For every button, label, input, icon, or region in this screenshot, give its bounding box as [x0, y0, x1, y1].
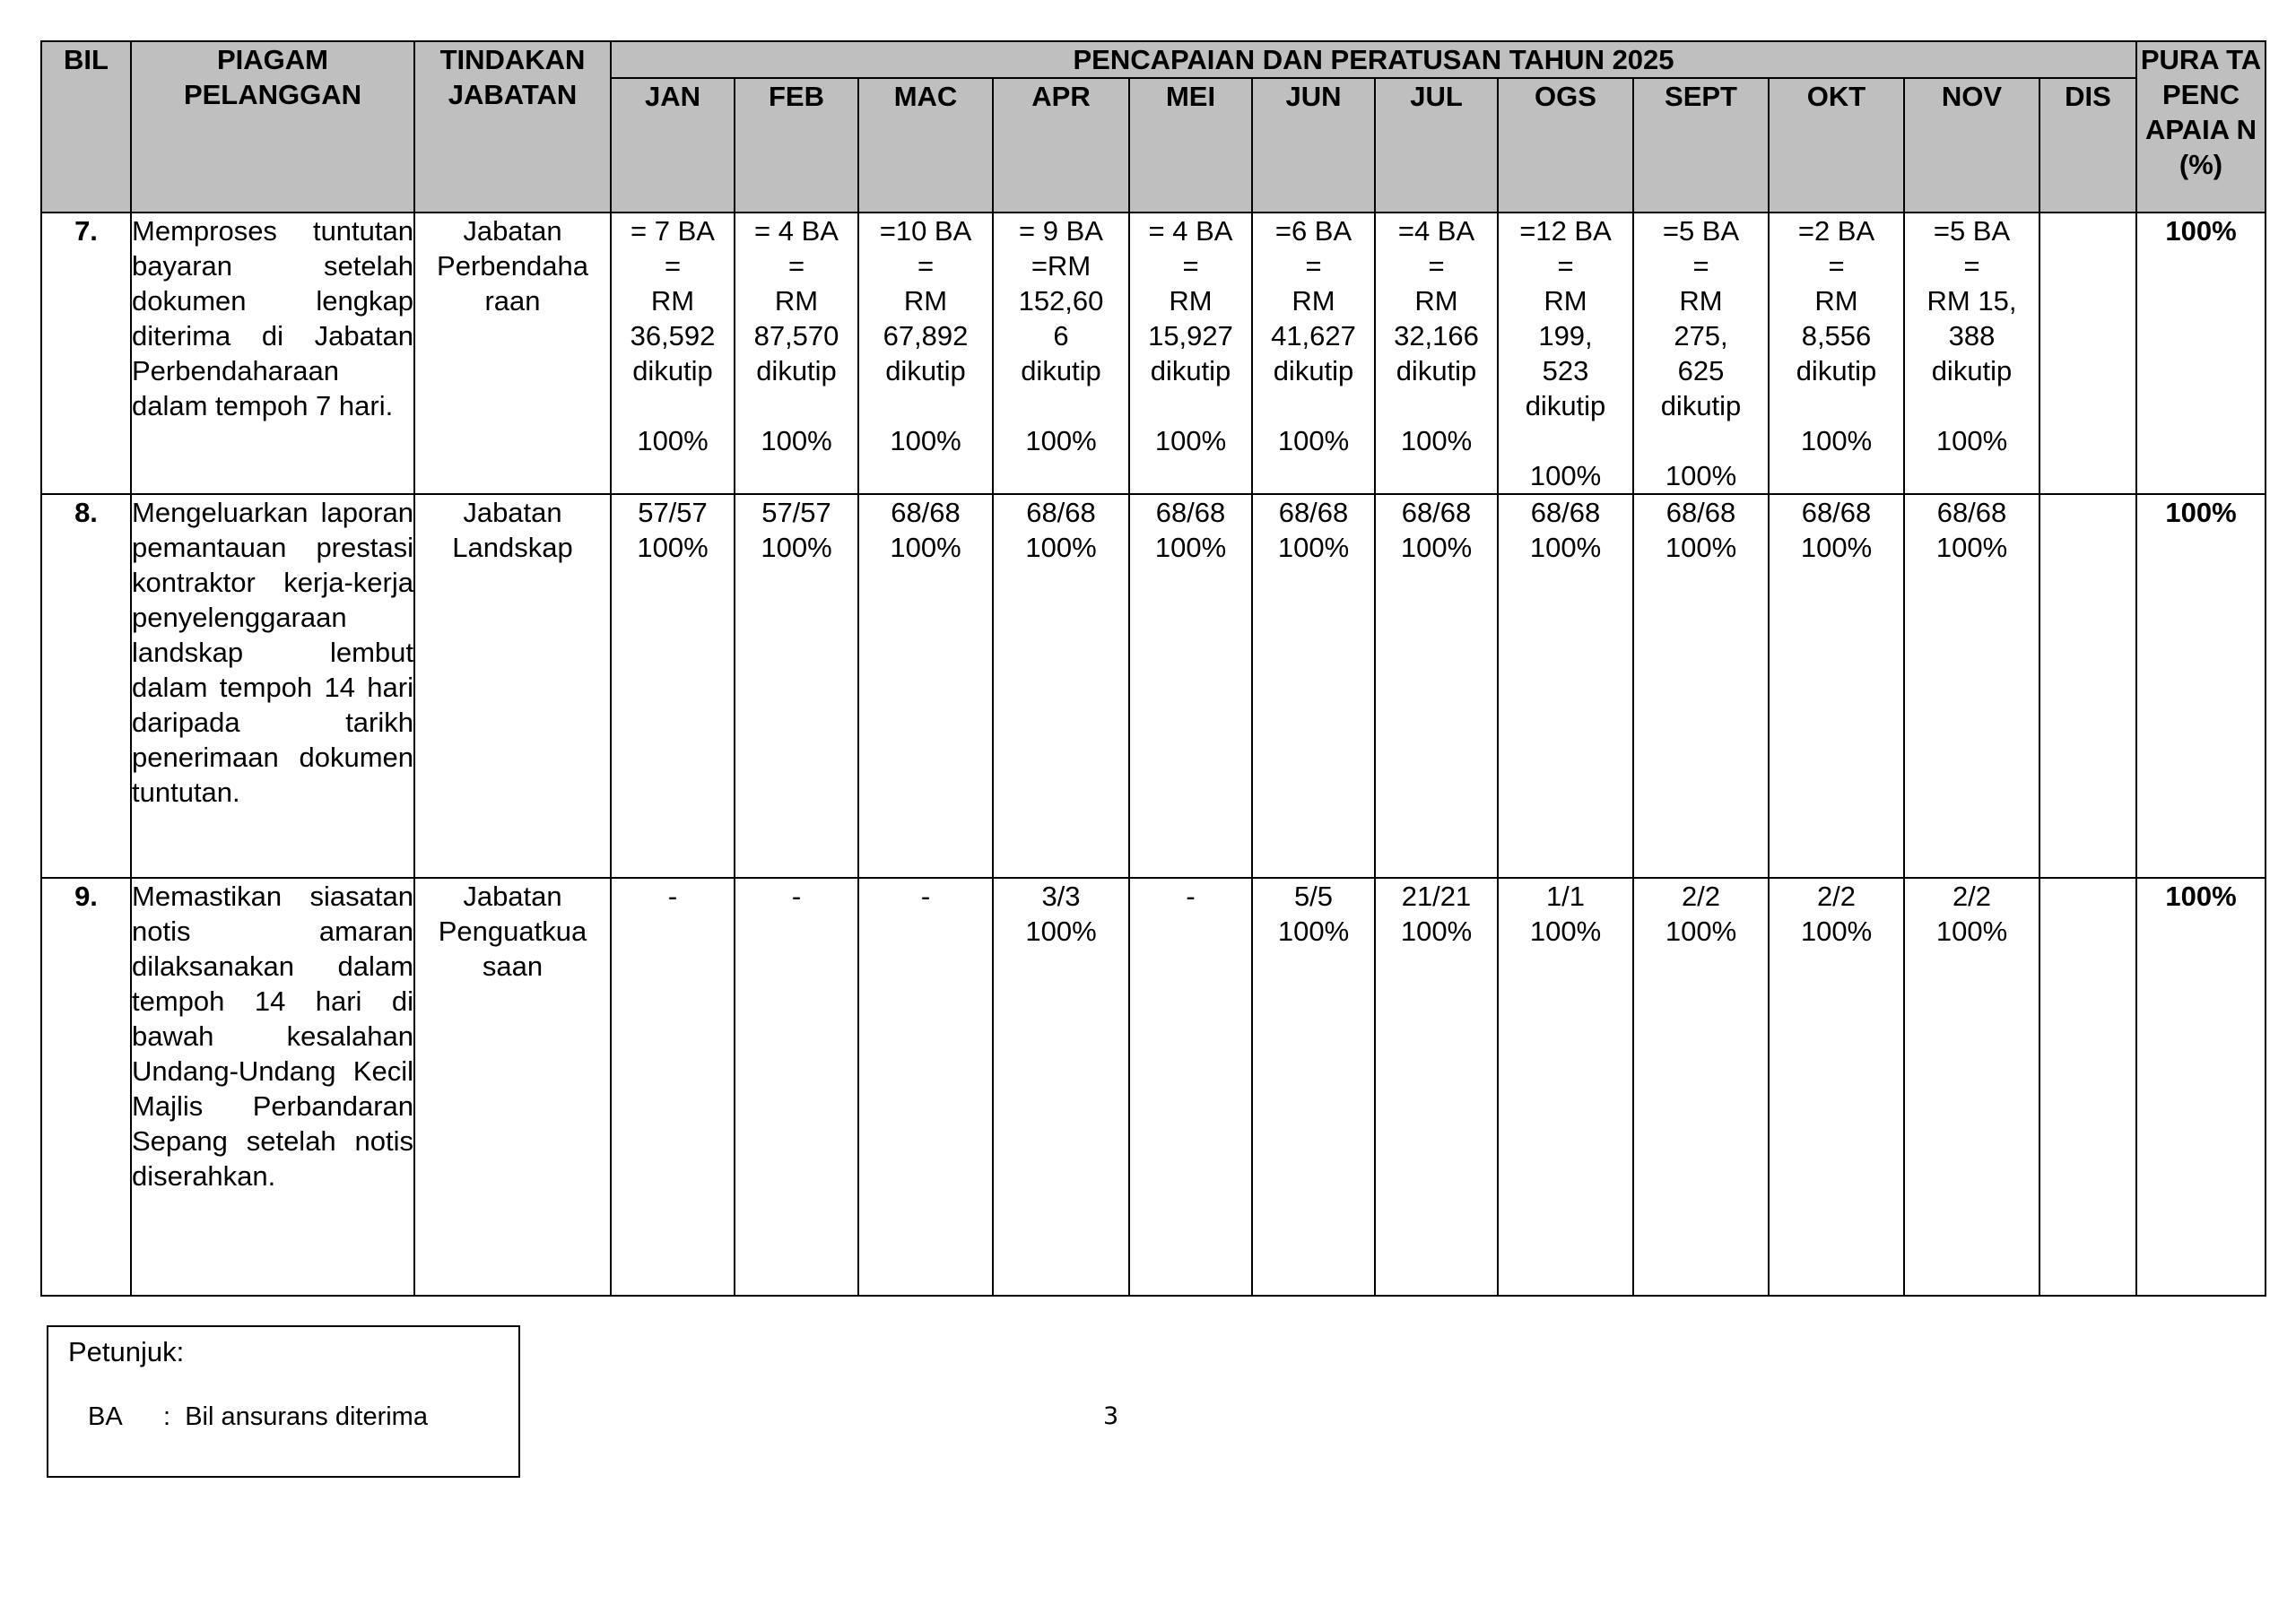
month-cell: -	[611, 878, 735, 1296]
header-tindakan: TINDAKAN JABATAN	[414, 41, 611, 213]
month-cell: -	[1129, 878, 1252, 1296]
legend-box	[47, 1325, 520, 1478]
header-month: NOV	[1904, 78, 2039, 213]
legend-code: BA	[88, 1402, 123, 1431]
month-cell: 57/57 100%	[735, 494, 858, 878]
row-number: 9.	[41, 878, 131, 1296]
header-month: FEB	[735, 78, 858, 213]
month-cell	[2039, 878, 2136, 1296]
month-cell: =5 BA = RM 15, 388 dikutip 100%	[1904, 213, 2039, 494]
row-description: Memastikan siasatan notis amaran dilaksanakan dalam tempoh 14 hari di bawah kesalahan Undang-Undang Kecil Majlis Perbandaran Sepang setelah notis diserahkan.	[131, 878, 414, 1296]
month-cell: =12 BA = RM 199, 523 dikutip 100%	[1498, 213, 1633, 494]
month-cell: 3/3 100%	[993, 878, 1129, 1296]
month-cell: 68/68 100%	[1633, 494, 1769, 878]
row-department: Jabatan Penguatkua saan	[414, 878, 611, 1296]
row-department: Jabatan Landskap	[414, 494, 611, 878]
table-row	[41, 213, 2266, 494]
month-cell: 68/68 100%	[993, 494, 1129, 878]
month-cell: =2 BA = RM 8,556 dikutip 100%	[1769, 213, 1904, 494]
row-description: Mengeluarkan laporan pemantauan prestasi kontraktor kerja-kerja penyelenggaraan landskap lembut dalam tempoh 14 hari daripada tarikh penerimaan dokumen tuntutan.	[131, 494, 414, 878]
performance-table	[40, 40, 2266, 1297]
month-cell: = 9 BA =RM 152,60 6 dikutip 100%	[993, 213, 1129, 494]
header-bil: BIL	[41, 41, 131, 213]
month-cell	[2039, 213, 2136, 494]
header-month: SEPT	[1633, 78, 1769, 213]
header-month: MEI	[1129, 78, 1252, 213]
header-piagam: PIAGAM PELANGGAN	[131, 41, 414, 213]
header-month: JUN	[1252, 78, 1375, 213]
month-cell: 21/21 100%	[1375, 878, 1498, 1296]
header-month: MAC	[858, 78, 993, 213]
table-row	[41, 494, 2266, 878]
month-cell: 1/1 100%	[1498, 878, 1633, 1296]
month-cell: -	[858, 878, 993, 1296]
month-cell: 2/2 100%	[1633, 878, 1769, 1296]
month-cell: =5 BA = RM 275, 625 dikutip 100%	[1633, 213, 1769, 494]
page-number: 3	[1103, 1402, 1119, 1430]
month-cell: 68/68 100%	[1498, 494, 1633, 878]
legend-entry	[68, 1402, 499, 1432]
month-cell: =10 BA = RM 67,892 dikutip 100%	[858, 213, 993, 494]
legend-title: Petunjuk:	[68, 1336, 185, 1367]
month-cell: 5/5 100%	[1252, 878, 1375, 1296]
month-cell	[2039, 494, 2136, 878]
month-cell: 68/68 100%	[1129, 494, 1252, 878]
row-department: Jabatan Perbendaha raan	[414, 213, 611, 494]
month-cell: 68/68 100%	[1375, 494, 1498, 878]
month-cell: 57/57 100%	[611, 494, 735, 878]
month-cell: 2/2 100%	[1904, 878, 2039, 1296]
header-month: OGS	[1498, 78, 1633, 213]
header-month: OKT	[1769, 78, 1904, 213]
row-description: Memproses tuntutan bayaran setelah dokumen lengkap diterima di Jabatan Perbendaharaan dalam tempoh 7 hari.	[131, 213, 414, 494]
month-cell: 68/68 100%	[1252, 494, 1375, 878]
month-cell: 68/68 100%	[1769, 494, 1904, 878]
legend-meaning: Bil ansurans diterima	[185, 1402, 428, 1431]
header-month: JAN	[611, 78, 735, 213]
header-month: APR	[993, 78, 1129, 213]
row-average: 100%	[2136, 494, 2266, 878]
row-average: 100%	[2136, 213, 2266, 494]
row-number: 8.	[41, 494, 131, 878]
month-cell: 68/68 100%	[1904, 494, 2039, 878]
month-cell: 2/2 100%	[1769, 878, 1904, 1296]
row-average: 100%	[2136, 878, 2266, 1296]
header-purata: PURA TA PENC APAIA N (%)	[2136, 41, 2266, 213]
row-number: 7.	[41, 213, 131, 494]
month-cell: =6 BA = RM 41,627 dikutip 100%	[1252, 213, 1375, 494]
month-cell: = 4 BA = RM 87,570 dikutip 100%	[735, 213, 858, 494]
table-row	[41, 878, 2266, 1296]
month-cell: = 7 BA = RM 36,592 dikutip 100%	[611, 213, 735, 494]
header-month: DIS	[2039, 78, 2136, 213]
month-cell: 68/68 100%	[858, 494, 993, 878]
month-cell: -	[735, 878, 858, 1296]
month-cell: = 4 BA = RM 15,927 dikutip 100%	[1129, 213, 1252, 494]
legend-separator: :	[163, 1402, 171, 1431]
header-month: JUL	[1375, 78, 1498, 213]
month-cell: =4 BA = RM 32,166 dikutip 100%	[1375, 213, 1498, 494]
header-pencapaian: PENCAPAIAN DAN PERATUSAN TAHUN 2025	[611, 41, 2136, 78]
